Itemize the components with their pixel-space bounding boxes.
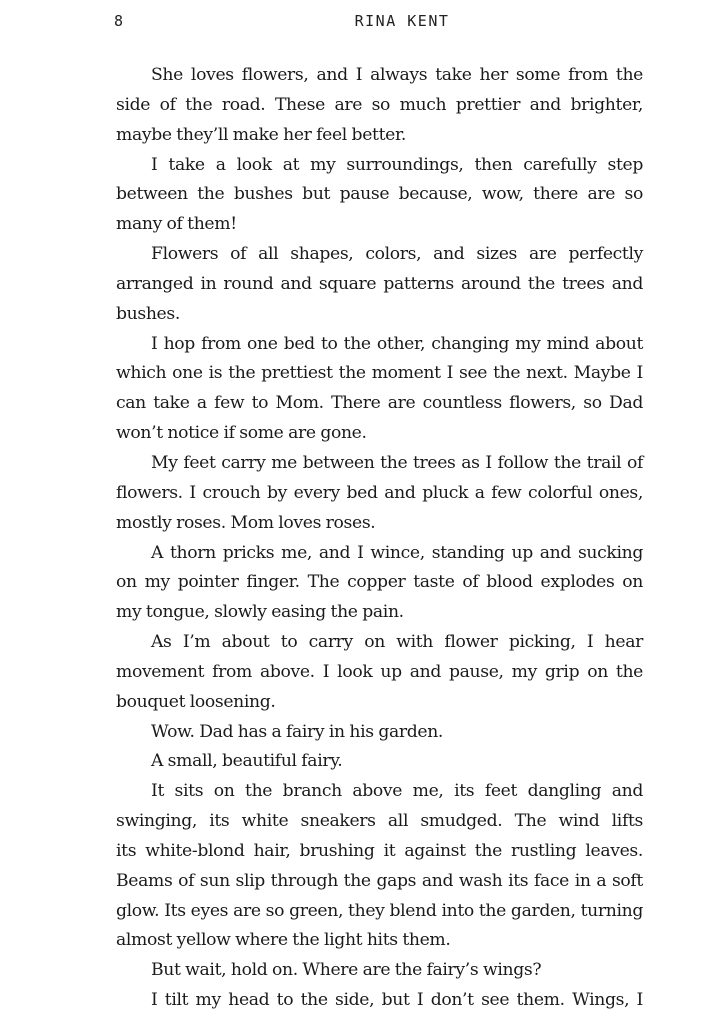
text-line: I hop from one bed to the other, changing my mind about <box>151 333 643 354</box>
text-line: bushes. <box>116 303 180 324</box>
text-line: Flowers of all shapes, colors, and sizes are perfectly <box>151 244 643 265</box>
text-line: A thorn pricks me, and I wince, standing up and sucking <box>151 542 643 563</box>
text-line: side of the road. These are so much prettier and brighter, <box>116 94 643 115</box>
text-line: can take a few to Mom. There are countless flowers, so Dad <box>116 393 643 414</box>
text-line: many of them! <box>116 214 237 235</box>
text-line: I tilt my head to the side, but I don’t see them. Wings, I <box>151 990 643 1011</box>
text-line: glow. Its eyes are so green, they blend into the garden, turning <box>116 900 643 921</box>
author-name: RINA KENT <box>354 12 450 30</box>
text-line: But wait, hold on. Where are the fairy’s wings? <box>151 960 542 981</box>
body-text <box>116 61 643 1016</box>
text-line: A small, beautiful fairy. <box>151 751 343 772</box>
text-line: It sits on the branch above me, its feet dangling and <box>151 781 643 802</box>
text-line: won’t notice if some are gone. <box>116 423 367 444</box>
running-header <box>114 12 644 36</box>
text-line: maybe they’ll make her feel better. <box>116 124 407 145</box>
text-line: movement from above. I look up and pause, my grip on the <box>116 661 643 682</box>
text-line: which one is the prettiest the moment I see the next. Maybe I <box>116 363 643 384</box>
text-line: on my pointer finger. The copper taste of blood explodes on <box>116 572 643 593</box>
text-line: Beams of sun slip through the gaps and wash its face in a soft <box>116 870 643 891</box>
text-line: As I’m about to carry on with flower picking, I hear <box>151 632 643 653</box>
text-line: My feet carry me between the trees as I follow the trail of <box>151 452 643 473</box>
text-line: mostly roses. Mom loves roses. <box>116 512 376 533</box>
text-line: She loves flowers, and I always take her some from the <box>151 65 643 85</box>
text-line: swinging, its white sneakers all smudged. The wind lifts <box>116 811 643 832</box>
page-number: 8 <box>114 12 125 30</box>
text-line: flowers. I crouch by every bed and pluck a few colorful ones, <box>116 482 643 503</box>
text-line: my tongue, slowly easing the pain. <box>116 602 404 623</box>
text-line: between the bushes but pause because, wow, there are so <box>116 184 643 205</box>
text-line: arranged in round and square patterns around the trees and <box>116 273 643 294</box>
text-line: its white-blond hair, brushing it against the rustling leaves. <box>116 840 643 861</box>
text-line: almost yellow where the light hits them. <box>116 930 451 951</box>
text-line: I take a look at my surroundings, then carefully step <box>151 154 643 175</box>
text-line: Wow. Dad has a fairy in his garden. <box>151 721 444 742</box>
text-line: bouquet loosening. <box>116 691 276 712</box>
